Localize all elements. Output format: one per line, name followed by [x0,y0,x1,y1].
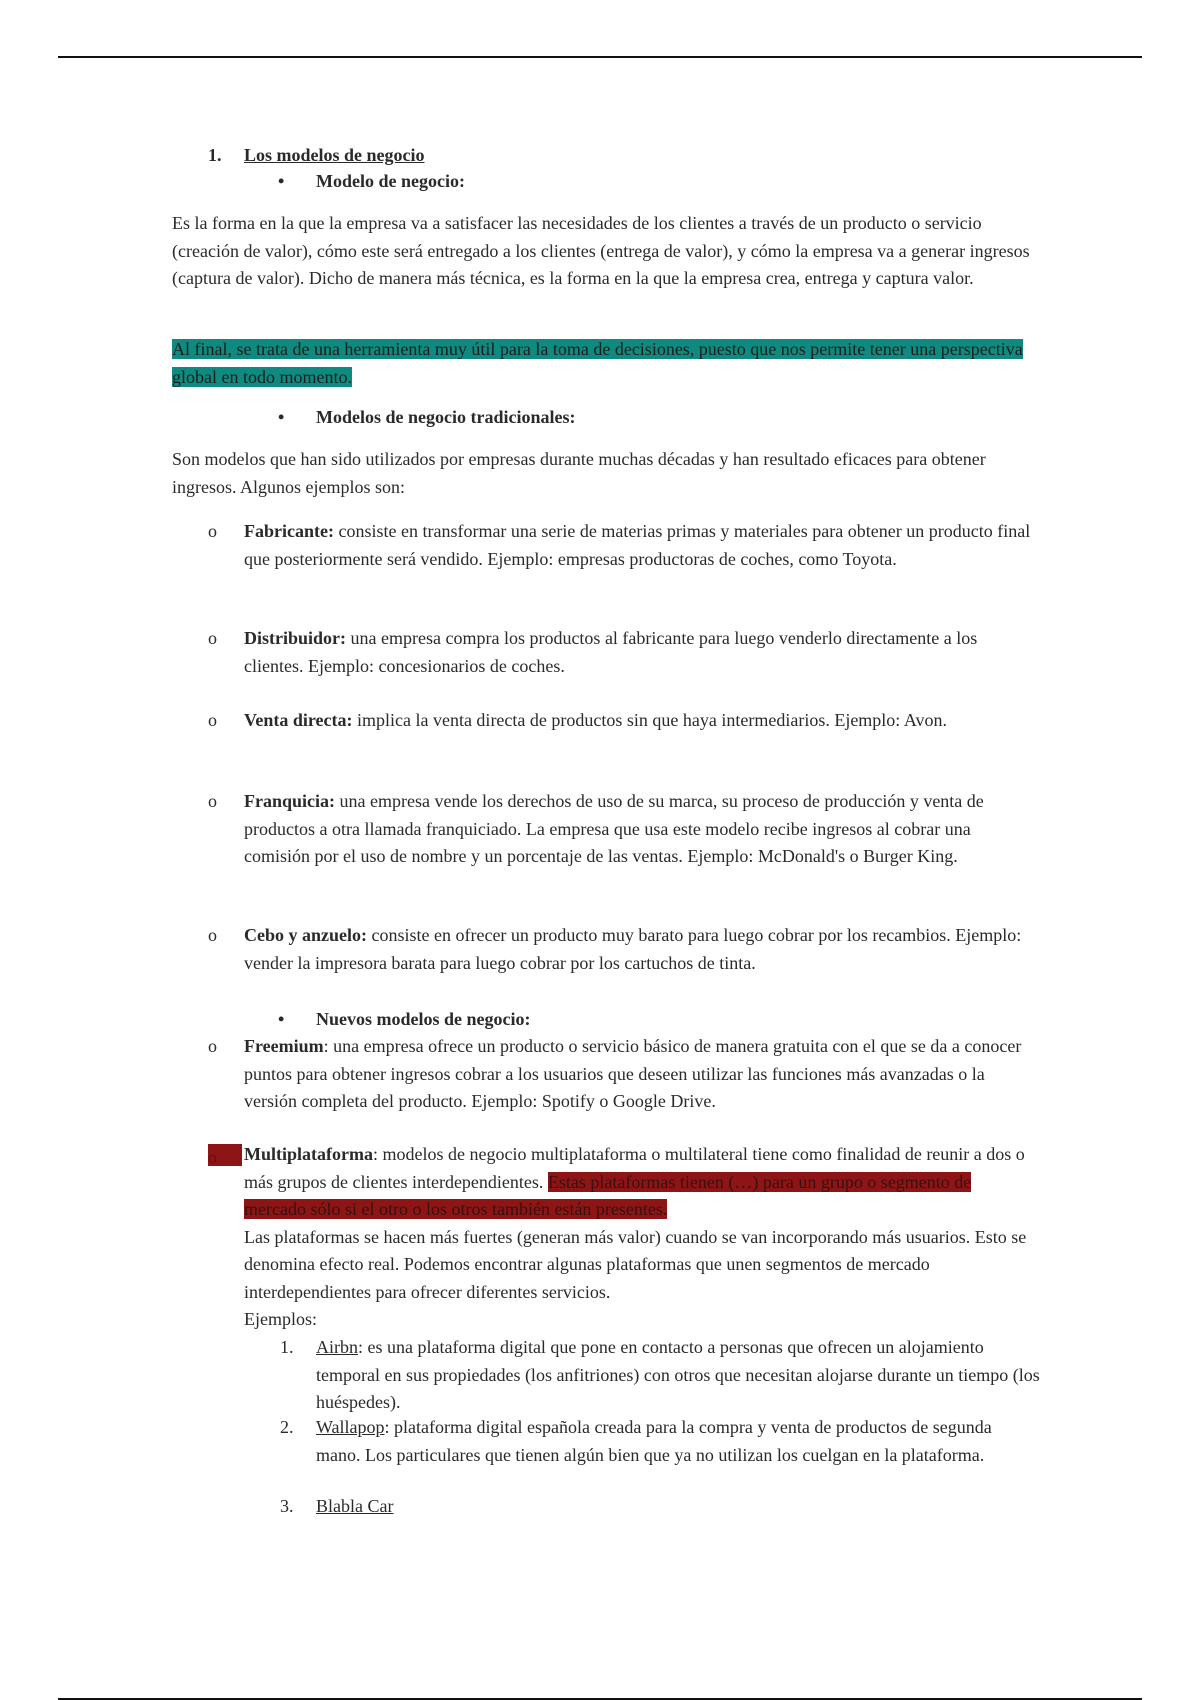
bullet-heading-text: Modelos de negocio tradicionales: [316,407,576,427]
red-highlight-text: Estas plataformas tienen (…) para un grupo o segmento de mercado sólo si el otro o los otros también están presentes. [244,1171,972,1219]
example-text: : es una plataforma digital que pone en contacto a personas que ofrecen un alojamiento temporal en sus propiedades (los anfitriones) con otros que necesitan alojarse durante un tiempo (los huéspedes). [316,1337,1040,1412]
example-item-airbn [280,1334,1040,1417]
list-term: Fabricante: [244,521,334,541]
section-title: Los modelos de negocio [244,145,425,165]
teal-highlight-text: Al final, se trata de una herramienta muy útil para la toma de decisiones, puesto que nos permite tener una perspectiva global en todo momento. [172,339,1023,387]
examples-label: Ejemplos: [244,1309,317,1329]
example-number: 3. [280,1496,294,1516]
section-number: 1. [208,145,222,165]
example-name: Blabla Car [316,1496,394,1516]
list-item-venta-directa [208,707,1034,735]
list-marker: o [208,925,217,945]
list-term: Venta directa: [244,710,353,730]
list-text: consiste en transformar una serie de materias primas y materiales para obtener un producto final que posteriormente será vendido. Ejemplo: empresas productoras de coches, como Toyota. [244,521,1031,569]
bullet-icon: • [278,171,285,191]
list-text: consiste en ofrecer un producto muy barato para luego cobrar por los recambios. Ejemplo: vender la impresora barata para luego cobrar por los cartuchos de tinta. [244,925,1022,973]
example-text: : plataforma digital española creada para la compra y venta de productos de segunda mano. Los particulares que tienen algún bien que ya no utilizan los cuelgan en la plataforma. [316,1417,992,1465]
list-marker: o [208,791,217,811]
highlight-paragraph [172,336,1032,391]
example-number: 2. [280,1417,294,1437]
multiplataforma-more: Las plataformas se hacen más fuertes (generan más valor) cuando se van incorporando más usuarios. Esto se denomina efecto real. Podemos encontrar algunas plataformas que unen segmentos de mercado interdependientes para ofrecer diferentes servicios. [244,1226,1027,1302]
example-number: 1. [280,1337,294,1357]
list-item-multiplataforma [208,1141,1034,1334]
definition-paragraph: Es la forma en la que la empresa va a satisfacer las necesidades de los clientes a través de un producto o servicio (creación de valor), cómo este será entregado a los clientes (entrega de valor), y cómo la empresa va a generar ingresos (captura de valor). Dicho de manera más técnica, es la forma en la que la empresa crea, entrega y captura valor. [172,213,1030,288]
bullet-heading-text: Modelo de negocio: [316,171,465,191]
list-term: Multiplataforma [244,1144,373,1164]
example-item-wallapop [280,1414,1040,1469]
list-item-cebo-anzuelo [208,922,1034,977]
list-marker: o [208,710,217,730]
list-marker-highlighted: o [208,1144,242,1166]
bullet-icon: • [278,1009,285,1029]
bullet-heading-tradicionales [278,404,1038,432]
list-item-distribuidor [208,625,1034,680]
example-item-blablacar [280,1493,1040,1521]
list-term: Distribuidor: [244,628,347,648]
list-text: : modelos de negocio multiplataforma o multilateral tiene como finalidad de reunir a dos o más grupos de clientes interdependientes. [244,1144,1025,1192]
bullet-icon: • [278,407,285,427]
list-text: una empresa vende los derechos de uso de su marca, su proceso de producción y venta de productos a otra llamada franquiciado. La empresa que usa este modelo recibe ingresos al cobrar una comisión por el uso de nombre y un porcentaje de las ventas. Ejemplo: McDonald's o Burger King. [244,791,984,866]
list-term: Cebo y anzuelo: [244,925,367,945]
list-item-franquicia [208,788,1034,871]
bullet-heading-modelo [278,168,1038,196]
list-term: Freemium [244,1036,324,1056]
list-text: implica la venta directa de productos sin que haya intermediarios. Ejemplo: Avon. [352,710,947,730]
list-term: Franquicia: [244,791,336,811]
list-marker: o [208,521,217,541]
header-rule [58,56,1142,58]
traditional-intro: Son modelos que han sido utilizados por empresas durante muchas décadas y han resultado eficaces para obtener ingresos. Algunos ejemplos son: [172,449,986,497]
list-marker: o [208,628,217,648]
list-item-fabricante [208,518,1034,573]
list-text: : una empresa ofrece un producto o servicio básico de manera gratuita con el que se da a conocer puntos para obtener ingresos cobrar a los usuarios que deseen utilizar las funciones más avanzadas o la versión completa del producto. Ejemplo: Spotify o Google Drive. [244,1036,1022,1111]
bullet-heading-text: Nuevos modelos de negocio: [316,1009,531,1029]
list-item-freemium [208,1033,1034,1116]
example-name: Wallapop [316,1417,385,1437]
example-name: Airbn [316,1337,358,1357]
section-heading [208,142,1008,170]
list-text: una empresa compra los productos al fabricante para luego venderlo directamente a los clientes. Ejemplo: concesionarios de coches. [244,628,978,676]
bullet-heading-nuevos [278,1006,1038,1034]
list-marker: o [208,1036,217,1056]
